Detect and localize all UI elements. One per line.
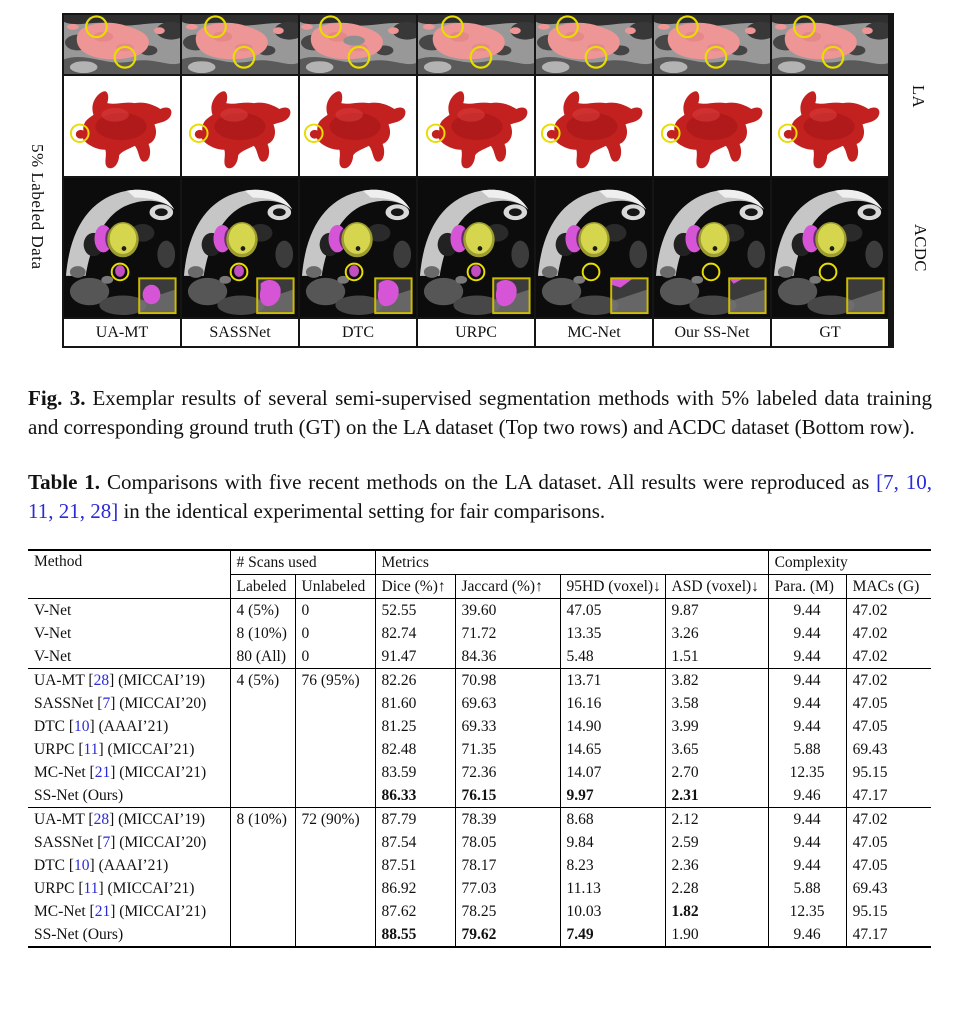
unlabeled-scans-cell (295, 877, 375, 900)
fig-cell-la-mesh-ua-mt (64, 76, 180, 176)
method-cell: DTC [10] (AAAI’21) (28, 854, 230, 877)
column-header-jaccard-: Jaccard (%)↑ (455, 575, 560, 599)
value-cell: 5.88 (768, 738, 846, 761)
value-cell: 70.98 (455, 669, 560, 693)
table-row (28, 669, 931, 693)
unlabeled-scans-cell (295, 831, 375, 854)
labeled-scans-cell (230, 854, 295, 877)
citation-link[interactable]: 11 (83, 740, 99, 758)
citation-link[interactable]: 10 (74, 856, 90, 874)
value-cell: 83.59 (375, 761, 455, 784)
value-cell: 12.35 (768, 900, 846, 923)
citation-link[interactable]: 28 (93, 810, 110, 828)
fig-cell-acdc-slice-sassnet (182, 178, 298, 317)
unlabeled-scans-cell (295, 715, 375, 738)
fig-cell-la-slice-our-ss-net (654, 15, 770, 74)
value-cell: 78.05 (455, 831, 560, 854)
fig-cell-la-mesh-our-ss-net (654, 76, 770, 176)
value-cell: 2.31 (665, 784, 768, 808)
unlabeled-scans-cell: 0 (295, 622, 375, 645)
column-header-unlabeled: Unlabeled (295, 575, 375, 599)
method-cell: URPC [11] (MICCAI’21) (28, 877, 230, 900)
method-cell: V-Net (28, 599, 230, 623)
labeled-scans-cell (230, 784, 295, 808)
value-cell: 69.63 (455, 692, 560, 715)
method-cell: SS-Net (Ours) (28, 923, 230, 947)
unlabeled-scans-cell (295, 900, 375, 923)
labeled-scans-cell (230, 692, 295, 715)
figure-column-label-dtc: DTC (300, 319, 416, 346)
unlabeled-scans-cell (295, 854, 375, 877)
fig-cell-acdc-slice-dtc (300, 178, 416, 317)
method-cell: MC-Net [21] (MICCAI’21) (28, 900, 230, 923)
value-cell: 9.44 (768, 599, 846, 623)
value-cell: 14.07 (560, 761, 665, 784)
value-cell: 82.74 (375, 622, 455, 645)
figure-row-label-labeled-data: 5% Labeled Data (28, 144, 47, 270)
figure-grid (62, 13, 894, 348)
table-caption (28, 468, 932, 526)
labeled-scans-cell: 8 (10%) (230, 622, 295, 645)
method-cell: URPC [11] (MICCAI’21) (28, 738, 230, 761)
value-cell: 10.03 (560, 900, 665, 923)
value-cell: 9.97 (560, 784, 665, 808)
table-row (28, 715, 931, 738)
value-cell: 86.33 (375, 784, 455, 808)
fig-cell-la-slice-sassnet (182, 15, 298, 74)
value-cell: 9.44 (768, 808, 846, 832)
method-cell: SASSNet [7] (MICCAI’20) (28, 692, 230, 715)
column-header-labeled: Labeled (230, 575, 295, 599)
value-cell: 47.05 (852, 717, 888, 735)
table-row (28, 599, 931, 623)
value-cell: 81.25 (375, 715, 455, 738)
figure-column-label-gt: GT (772, 319, 888, 346)
value-cell: 47.02 (852, 624, 888, 642)
value-cell: 47.02 (846, 808, 931, 832)
value-cell: 76.15 (455, 784, 560, 808)
column-header-macs-g-: MACs (G) (846, 575, 931, 599)
value-cell: 87.79 (375, 808, 455, 832)
value-cell: 47.17 (852, 786, 888, 804)
table-row (28, 854, 931, 877)
column-header-para-m-: Para. (M) (768, 575, 846, 599)
unlabeled-scans-cell: 76 (95%) (295, 669, 375, 693)
value-cell: 69.43 (852, 879, 888, 897)
labeled-scans-cell (230, 877, 295, 900)
value-cell: 91.47 (375, 645, 455, 669)
method-cell: V-Net (28, 645, 230, 669)
value-cell: 78.39 (455, 808, 560, 832)
labeled-scans-cell (230, 738, 295, 761)
value-cell: 47.05 (852, 833, 888, 851)
table-row (28, 877, 931, 900)
figure-dataset-label-la: LA (909, 84, 928, 108)
value-cell: 95.15 (852, 763, 888, 781)
value-cell: 12.35 (768, 761, 846, 784)
value-cell: 47.17 (852, 925, 888, 943)
value-cell: 3.26 (665, 622, 768, 645)
value-cell: 78.17 (455, 854, 560, 877)
fig-cell-acdc-slice-our-ss-net (654, 178, 770, 317)
value-cell: 1.90 (665, 923, 768, 947)
value-cell: 95.15 (852, 902, 888, 920)
results-table-body (28, 599, 931, 948)
column-group-header-complexity: Complexity (768, 550, 931, 575)
citation-link[interactable]: 21 (94, 763, 111, 781)
column-header-dice-: Dice (%)↑ (375, 575, 455, 599)
fig-cell-la-slice-ua-mt (64, 15, 180, 74)
unlabeled-scans-cell (295, 692, 375, 715)
fig-cell-acdc-slice-ua-mt (64, 178, 180, 317)
value-cell: 81.60 (375, 692, 455, 715)
citation-link[interactable]: 10 (74, 717, 90, 735)
value-cell: 82.48 (375, 738, 455, 761)
value-cell: 47.02 (852, 601, 888, 619)
value-cell: 77.03 (455, 877, 560, 900)
value-cell: 16.16 (560, 692, 665, 715)
value-cell: 2.36 (665, 854, 768, 877)
fig-cell-la-slice-urpc (418, 15, 534, 74)
value-cell: 14.65 (560, 738, 665, 761)
column-group-header-method: Method (28, 550, 230, 599)
value-cell: 9.44 (768, 645, 846, 669)
value-cell: 9.87 (665, 599, 768, 623)
figure-caption (28, 384, 932, 442)
value-cell: 47.02 (846, 669, 931, 693)
value-cell: 3.58 (665, 692, 768, 715)
value-cell: 2.12 (665, 808, 768, 832)
table-row (28, 900, 931, 923)
figure-column-label-urpc: URPC (418, 319, 534, 346)
table-caption-label: Table 1. (28, 470, 100, 494)
table-row (28, 831, 931, 854)
citation-link[interactable]: 11 (83, 879, 99, 897)
table-row (28, 761, 931, 784)
fig-cell-la-slice-gt (772, 15, 888, 74)
labeled-scans-cell (230, 831, 295, 854)
table-row (28, 738, 931, 761)
column-header-asd-voxel-: ASD (voxel)↓ (665, 575, 768, 599)
value-cell: 3.99 (665, 715, 768, 738)
table-row (28, 784, 931, 808)
fig-cell-acdc-slice-gt (772, 178, 888, 317)
unlabeled-scans-cell (295, 784, 375, 808)
value-cell: 1.51 (665, 645, 768, 669)
table-caption-text-post: in the identical experimental setting for fair comparisons. (118, 499, 606, 523)
labeled-scans-cell: 8 (10%) (230, 808, 295, 832)
value-cell: 2.59 (665, 831, 768, 854)
fig-cell-la-mesh-urpc (418, 76, 534, 176)
results-table-head (28, 550, 931, 599)
value-cell: 47.05 (852, 694, 888, 712)
figure-dataset-label-acdc: ACDC (911, 224, 930, 272)
unlabeled-scans-cell: 0 (295, 645, 375, 669)
results-table (28, 549, 931, 948)
table-row (28, 645, 931, 669)
value-cell: 1.82 (665, 900, 768, 923)
figure-column-label-sassnet: SASSNet (182, 319, 298, 346)
value-cell: 13.71 (560, 669, 665, 693)
value-cell: 82.26 (375, 669, 455, 693)
value-cell: 9.46 (768, 784, 846, 808)
citation-link[interactable]: 28 (93, 671, 110, 689)
value-cell: 47.05 (560, 599, 665, 623)
unlabeled-scans-cell (295, 738, 375, 761)
value-cell: 5.88 (768, 877, 846, 900)
value-cell: 87.54 (375, 831, 455, 854)
value-cell: 47.05 (852, 856, 888, 874)
fig-cell-la-slice-dtc (300, 15, 416, 74)
unlabeled-scans-cell: 0 (295, 599, 375, 623)
value-cell: 2.70 (665, 761, 768, 784)
labeled-scans-cell (230, 761, 295, 784)
table-row (28, 808, 931, 832)
labeled-scans-cell: 4 (5%) (230, 599, 295, 623)
fig-cell-acdc-slice-mc-net (536, 178, 652, 317)
labeled-scans-cell: 4 (5%) (230, 669, 295, 693)
value-cell: 71.72 (455, 622, 560, 645)
figure-panel (28, 13, 930, 348)
value-cell: 8.23 (560, 854, 665, 877)
table-row (28, 692, 931, 715)
value-cell: 9.44 (768, 669, 846, 693)
column-group-header-metrics: Metrics (375, 550, 768, 575)
value-cell: 86.92 (375, 877, 455, 900)
fig-cell-la-slice-mc-net (536, 15, 652, 74)
citation-link[interactable]: [7, 10, 11, 21, 28] (28, 470, 932, 523)
value-cell: 71.35 (455, 738, 560, 761)
figure-column-label-ua-mt: UA-MT (64, 319, 180, 346)
citation-link[interactable]: 7 (102, 694, 111, 712)
value-cell: 8.68 (560, 808, 665, 832)
table-row (28, 622, 931, 645)
value-cell: 9.84 (560, 831, 665, 854)
value-cell: 9.44 (768, 854, 846, 877)
method-cell: MC-Net [21] (MICCAI’21) (28, 761, 230, 784)
value-cell: 72.36 (455, 761, 560, 784)
value-cell: 13.35 (560, 622, 665, 645)
method-cell: SS-Net (Ours) (28, 784, 230, 808)
value-cell: 78.25 (455, 900, 560, 923)
figure-column-label-mc-net: MC-Net (536, 319, 652, 346)
unlabeled-scans-cell (295, 761, 375, 784)
value-cell: 9.46 (768, 923, 846, 947)
labeled-scans-cell (230, 715, 295, 738)
value-cell: 2.28 (665, 877, 768, 900)
fig-cell-la-mesh-sassnet (182, 76, 298, 176)
value-cell: 84.36 (455, 645, 560, 669)
value-cell: 47.02 (852, 647, 888, 665)
figure-caption-text: Exemplar results of several semi-supervised segmentation methods with 5% labeled data training and corresponding ground truth (GT) on the LA dataset (Top two rows) and ACDC dataset (Bottom row). (28, 386, 932, 439)
fig-cell-la-mesh-gt (772, 76, 888, 176)
value-cell: 7.49 (560, 923, 665, 947)
value-cell: 14.90 (560, 715, 665, 738)
citation-link[interactable]: 21 (94, 902, 111, 920)
value-cell: 3.82 (665, 669, 768, 693)
value-cell: 52.55 (375, 599, 455, 623)
value-cell: 79.62 (455, 923, 560, 947)
fig-cell-la-mesh-dtc (300, 76, 416, 176)
method-cell: UA-MT [28] (MICCAI’19) (28, 669, 230, 693)
method-cell: SASSNet [7] (MICCAI’20) (28, 831, 230, 854)
value-cell: 69.33 (455, 715, 560, 738)
fig-cell-acdc-slice-urpc (418, 178, 534, 317)
value-cell: 9.44 (768, 831, 846, 854)
value-cell: 5.48 (560, 645, 665, 669)
unlabeled-scans-cell (295, 923, 375, 947)
fig-cell-la-mesh-mc-net (536, 76, 652, 176)
value-cell: 39.60 (455, 599, 560, 623)
column-group-header--scans-used: # Scans used (230, 550, 375, 575)
method-cell: UA-MT [28] (MICCAI’19) (28, 808, 230, 832)
value-cell: 87.51 (375, 854, 455, 877)
figure-caption-label: Fig. 3. (28, 386, 86, 410)
value-cell: 9.44 (768, 692, 846, 715)
table-caption-text-pre: Comparisons with five recent methods on the LA dataset. All results were reproduced as (107, 470, 877, 494)
table-row (28, 923, 931, 947)
citation-link[interactable]: 7 (102, 833, 111, 851)
figure-column-label-our-ss-net: Our SS-Net (654, 319, 770, 346)
labeled-scans-cell: 80 (All) (230, 645, 295, 669)
column-header-95hd-voxel-: 95HD (voxel)↓ (560, 575, 665, 599)
value-cell: 11.13 (560, 877, 665, 900)
labeled-scans-cell (230, 900, 295, 923)
method-cell: V-Net (28, 622, 230, 645)
unlabeled-scans-cell: 72 (90%) (295, 808, 375, 832)
method-cell: DTC [10] (AAAI’21) (28, 715, 230, 738)
value-cell: 3.65 (665, 738, 768, 761)
value-cell: 9.44 (768, 715, 846, 738)
value-cell: 88.55 (375, 923, 455, 947)
value-cell: 69.43 (852, 740, 888, 758)
value-cell: 87.62 (375, 900, 455, 923)
labeled-scans-cell (230, 923, 295, 947)
value-cell: 9.44 (768, 622, 846, 645)
